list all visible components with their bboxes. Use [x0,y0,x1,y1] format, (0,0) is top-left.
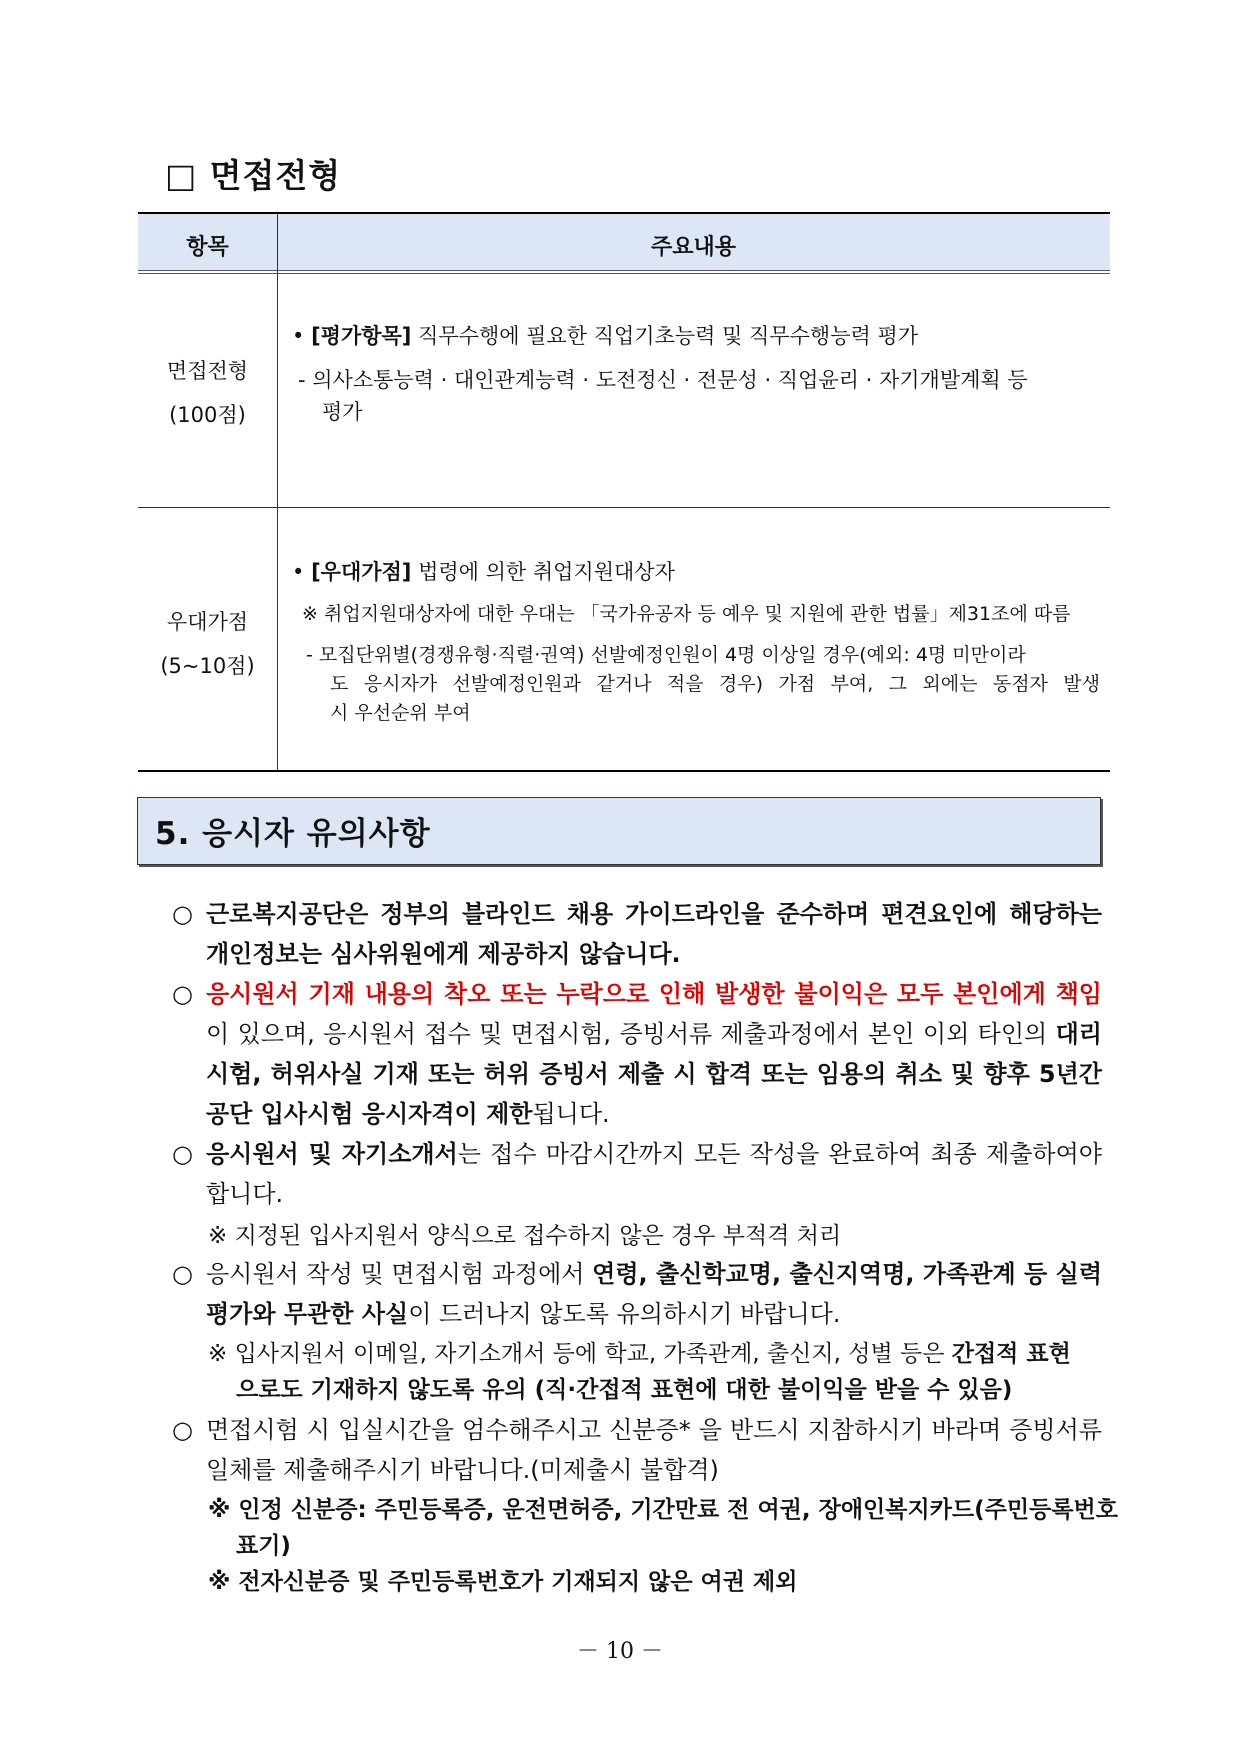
bullet-dot: • [292,324,312,348]
notice-note-5a-cont: 표기) [236,1533,291,1559]
emphasis-text: 대리시험, 허위사실 기재 또는 허위 증빙서 제출 시 합격 또는 임용의 취소 및 향후 5년간 공단 입사시험 응시자격이 제한 [206,1020,1102,1128]
bullet-text: 직무수행에 필요한 직업기초능력 및 직무수행능력 평가 [411,324,919,348]
table-header-content: 주요내용 [650,235,736,260]
notice-note-5a: ※ 인정 신분증: 주민등록증, 운전면허증, 기간만료 전 여권, 장애인복지카드(주민등록번호 [208,1497,1118,1523]
row-sub-text: - 의사소통능력 · 대인관계능력 · 도전정신 · 전문성 · 직업윤리 · 자기개발계획 등 [298,368,1028,392]
notice-paragraph-1: 근로복지공단은 정부의 블라인드 채용 가이드라인을 준수하며 편견요인에 해당하는 개인정보는 심사위원에게 제공하지 않습니다. [206,900,1102,968]
bullet-dot: • [292,560,312,584]
row-bullet [292,320,918,352]
bullet-circle-icon: ○ [172,1260,193,1288]
row-note: ※ 취업지원대상자에 대한 우대는 「국가유공자 등 예우 및 지원에 관한 법률」제31조에 따름 [302,603,1071,625]
row-sub-line: - 모집단위별(경쟁유형·직렬·권역) 선발예정인원이 4명 이상일 경우(예외: 4명 미만이라 [306,644,1026,666]
notice-paragraph-5: 면접시험 시 입실시간을 엄수해주시고 신분증* 을 반드시 지참하시기 바라며 증빙서류 일체를 제출해주시기 바랍니다.(미제출시 불합격) [206,1416,1102,1484]
bullet-circle-icon: ○ [172,980,193,1008]
notice-note-4-cont: 으로도 기재하지 않도록 유의 (직·간접적 표현에 대한 불이익을 받을 수 있음) [236,1377,1013,1403]
bullet-tag: [우대가점] [311,560,412,584]
table-row-label [138,349,277,437]
bullet-circle-icon: ○ [172,900,193,928]
page-number: － 10 － [577,1639,663,1664]
bullet-text: 법령에 의한 취업지원대상자 [411,560,675,584]
table-column-divider [277,214,278,771]
paragraph-text: 됩니다. [532,1100,610,1128]
paragraph-text: 이 있으며, 응시원서 접수 및 면접시험, 증빙서류 제출과정에서 본인 이외 타인의 [206,1020,1056,1048]
section5-title: 5. 응시자 유의사항 [155,816,431,852]
row-bullet [292,556,675,588]
bullet-tag: [평가항목] [311,324,412,348]
table-row-label [138,600,277,688]
table-row-divider [138,507,1110,508]
row-sub-text-cont: 평가 [322,400,363,424]
notice-paragraph-3 [206,1134,1102,1214]
notice-note-5b: ※ 전자신분증 및 주민등록번호가 기재되지 않은 여권 제외 [208,1569,798,1595]
paragraph-text: 응시원서 작성 및 면접시험 과정에서 [206,1260,593,1288]
table-header-rule [138,270,1110,271]
notice-note-4 [208,1336,1102,1372]
emphasis-text: 응시원서 및 자기소개서 [206,1140,458,1168]
notice-paragraph-4 [206,1254,1102,1334]
bullet-circle-icon: ○ [172,1140,193,1168]
paragraph-text: 는 접수 마감시간까지 모든 작성을 완료하여 최종 제출하여야 합니다. [206,1140,1102,1208]
notice-note-3: ※ 지정된 입사지원서 양식으로 접수하지 않은 경우 부적격 처리 [208,1223,842,1249]
table-bottom-rule [138,770,1110,772]
row-label-main: 우대가점 [166,610,249,634]
warning-text: 응시원서 기재 내용의 착오 또는 누락으로 인해 발생한 불이익은 모두 본인에게 책임 [206,980,1102,1008]
section-title-interview: □ 면접전형 [165,156,342,195]
note-text: ※ 입사지원서 이메일, 자기소개서 등에 학교, 가족관계, 출신지, 성별 등은 [208,1341,952,1367]
row-label-main: 면접전형 [166,359,249,383]
emphasis-text: 연령, 출신학교명, 출신지역명, 가족관계 등 실력평가와 무관한 사실 [206,1260,1102,1328]
row-label-score: (100점) [169,403,246,427]
note-emphasis: 간접적 표현 [951,1341,1071,1367]
row-sub-line: 도 응시자가 선발예정인원과 같거나 적을 경우) 가점 부여, 그 외에는 동점자 발생 [330,673,1100,695]
row-label-score: (5~10점) [160,654,255,678]
row-sub-line: 시 우선순위 부여 [330,702,471,724]
notice-paragraph-2 [206,974,1102,1134]
table-header-rule-2 [138,273,1110,274]
paragraph-text: 이 드러나지 않도록 유의하시기 바랍니다. [408,1300,841,1328]
bullet-circle-icon: ○ [172,1416,193,1444]
table-header-item: 항목 [186,235,229,260]
